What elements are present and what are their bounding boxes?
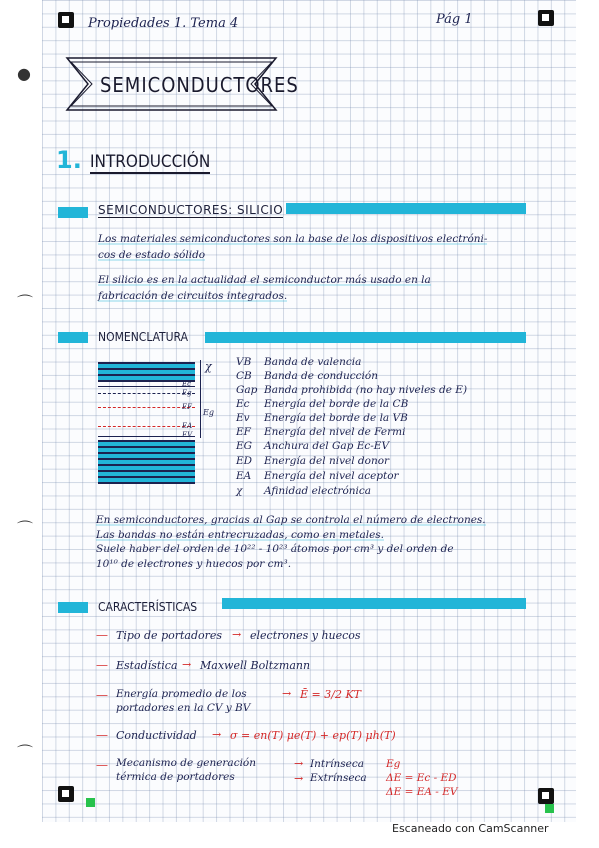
paragraph-line: En semiconductores, gracias al Gap se controla el número de electrones. (96, 514, 486, 526)
green-marker-left (86, 798, 95, 807)
subheading-silicio: SEMICONDUCTORES: SILICIO (98, 203, 284, 217)
paragraph-line: El silicio es en la actualidad el semiconductor más usado en la (98, 274, 431, 286)
label-eg-gap: Eg (203, 408, 214, 417)
nomenclature-symbol: EG (236, 440, 253, 452)
nomenclature-symbol: Gap (236, 384, 258, 396)
nomenclature-desc: Anchura del Gap Ec-EV (264, 440, 390, 452)
label-chi: χ (205, 360, 212, 373)
corner-marker-top-left (58, 12, 74, 28)
characteristic-value: ΔE = EA - EV (386, 786, 458, 798)
heading-marker-left (58, 602, 88, 613)
arrow-icon: → (182, 658, 192, 671)
heading-marker-right (205, 332, 526, 343)
nomenclature-symbol: χ (236, 485, 243, 497)
characteristic-value: Maxwell Boltzmann (200, 659, 311, 672)
characteristic-label: térmica de portadores (116, 771, 235, 783)
eg-dashed-line (98, 393, 195, 394)
ef-dashed-line (98, 407, 195, 408)
heading-marker-left (58, 207, 88, 218)
binder-hole-icon: ⌒ (17, 519, 34, 538)
characteristic-label: Estadística (116, 659, 178, 672)
paragraph-line: Los materiales semiconductores son la base de los dispositivos electróni- (98, 233, 488, 245)
corner-marker-bottom-right (538, 788, 554, 804)
bullet-dash: — (96, 628, 108, 642)
paragraph-line: fabricación de circuitos integrados. (98, 290, 288, 302)
label-ev: EV (182, 431, 193, 439)
title-banner: SEMICONDUCTORES (100, 73, 299, 97)
chi-arrow (200, 360, 201, 438)
label-ec: Ec (182, 380, 192, 388)
binder-hole-icon: ⌒ (17, 743, 34, 762)
label-ef: EF (182, 403, 192, 411)
valence-band (98, 440, 195, 484)
arrow-icon: → (294, 757, 304, 770)
nomenclature-symbol: Ev (236, 412, 250, 424)
header-subject: Propiedades 1. Tema 4 (88, 16, 239, 31)
characteristic-label: portadores en la CV y BV (116, 702, 251, 714)
paragraph-line: Las bandas no están entrecruzadas, como en metales. (96, 529, 385, 541)
characteristic-value: Intrínseca (310, 758, 365, 770)
nomenclature-symbol: VB (236, 356, 252, 368)
nomenclature-symbol: CB (236, 370, 252, 382)
paragraph-line: cos de estado sólido (98, 249, 206, 261)
nomenclature-symbol: ED (236, 455, 253, 467)
characteristic-value: electrones y huecos (250, 629, 361, 642)
paragraph-line: 10¹⁰ de electrones y huecos por cm³. (96, 558, 292, 570)
nomenclature-symbol: EF (236, 426, 251, 438)
nomenclature-desc: Energía del nivel donor (264, 455, 390, 467)
characteristic-label: Tipo de portadores (116, 629, 223, 642)
characteristic-label: Mecanismo de generación (116, 757, 257, 769)
characteristic-value: Ē = 3/2 KT (300, 688, 361, 701)
nomenclature-desc: Energía del borde de la VB (264, 412, 408, 424)
binder-hole-icon: ⌒ (17, 293, 34, 312)
ev-level-line (98, 436, 195, 437)
characteristic-label: Energía promedio de los (116, 688, 247, 700)
characteristic-label: Conductividad (116, 729, 197, 742)
page-number: Pág 1 (436, 12, 473, 27)
ec-level-line (98, 386, 195, 387)
nomenclature-symbol: Ec (236, 398, 250, 410)
bullet-dash: — (96, 758, 108, 772)
green-marker-right (545, 804, 554, 813)
nomenclature-desc: Energía del nivel de Fermi (264, 426, 406, 438)
paragraph-line: Suele haber del orden de 10²² - 10²³ átomos por cm³ y del orden de (96, 543, 454, 555)
label-eg-level: Eg (182, 389, 192, 397)
arrow-icon: → (294, 772, 304, 785)
subheading-caracteristicas: CARACTERÍSTICAS (98, 600, 198, 614)
scanner-watermark: Escaneado con CamScanner (392, 822, 549, 835)
section-title: INTRODUCCIÓN (90, 152, 211, 172)
heading-marker-right (286, 203, 526, 214)
characteristic-value: ΔE = Ec - ED (386, 772, 457, 784)
arrow-icon: → (212, 728, 222, 741)
heading-marker-right (222, 598, 526, 609)
heading-marker-left (58, 332, 88, 343)
ea-dashed-line (98, 426, 195, 427)
characteristic-value: Extrínseca (310, 772, 367, 784)
nomenclature-desc: Banda de conducción (264, 370, 378, 382)
arrow-icon: → (232, 628, 242, 641)
subheading-nomenclatura: NOMENCLATURA (98, 330, 188, 344)
binder-hole-icon: ● (17, 64, 31, 83)
nomenclature-desc: Energía del borde de la CB (264, 398, 409, 410)
nomenclature-desc: Banda de valencia (264, 356, 362, 368)
arrow-icon: → (282, 687, 292, 700)
corner-marker-bottom-left (58, 786, 74, 802)
section-number: 1. (56, 146, 82, 174)
characteristic-value: Eg (386, 758, 401, 770)
nomenclature-desc: Energía del nivel aceptor (264, 470, 399, 482)
bullet-dash: — (96, 728, 108, 742)
conduction-band (98, 362, 195, 382)
corner-marker-top-right (538, 10, 554, 26)
nomenclature-symbol: EA (236, 470, 252, 482)
nomenclature-desc: Afinidad electrónica (264, 485, 372, 497)
characteristic-value: σ = en(T) μe(T) + ep(T) μh(T) (230, 729, 396, 742)
nomenclature-desc: Banda prohibida (no hay niveles de E) (264, 384, 468, 396)
bullet-dash: — (96, 688, 108, 702)
bullet-dash: — (96, 658, 108, 672)
label-ea: EA (182, 422, 193, 430)
